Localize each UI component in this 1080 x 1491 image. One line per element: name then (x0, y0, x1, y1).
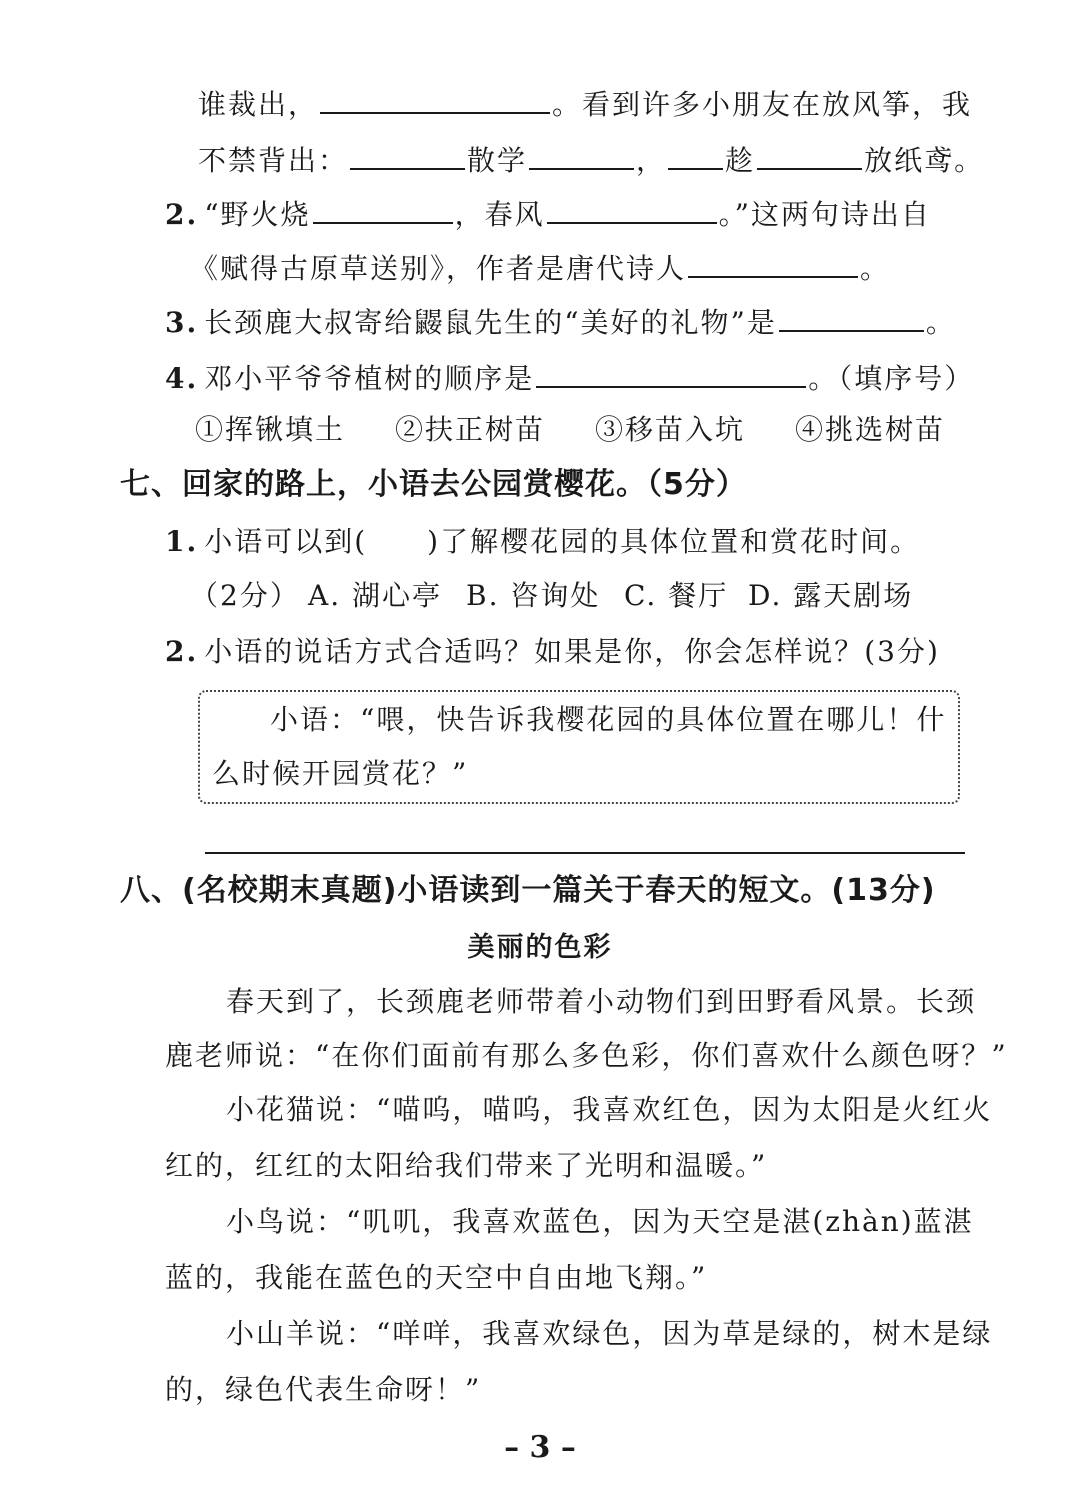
option: D. 露天剧场 (748, 579, 914, 612)
passage-line: 蓝的，我能在蓝色的天空中自由地飞翔。” (165, 1261, 708, 1294)
q6-line2-b: ， (636, 144, 667, 177)
passage-line: 红的，红红的太阳给我们带来了光明和温暖。” (165, 1149, 768, 1182)
section-eight-heading: 八、(名校期末真题)小语读到一篇关于春天的短文。(13分) (120, 873, 936, 908)
option: C. 餐厅 (624, 579, 729, 612)
score-label: （2分） (190, 579, 300, 612)
answer-blank[interactable] (668, 138, 723, 170)
passage-line: 的，绿色代表生命呀！” (165, 1373, 482, 1406)
q6-line2-c: 趁 (725, 144, 756, 177)
answer-blank[interactable] (313, 192, 453, 224)
q6-item3-text: 长颈鹿大叔寄给鼹鼠先生的“美好的礼物”是 (204, 306, 777, 339)
item-number: 2. (165, 635, 199, 668)
q6-line2-a: 散学 (467, 144, 528, 177)
option: A. 湖心亭 (308, 579, 443, 612)
q6-item2-b: ，春风 (454, 198, 545, 231)
section-seven-heading: 七、回家的路上，小语去公园赏樱花。（5分） (120, 467, 747, 502)
q7-item1-options (190, 576, 913, 616)
q6-line1-post: 。看到许多小朋友在放风筝，我 (552, 88, 973, 121)
q7-item1-text: 小语可以到( )了解樱花园的具体位置和赏花时间。 (204, 525, 921, 558)
q6-item2-line2-pre: 《赋得古原草送别》，作者是唐代诗人 (190, 252, 687, 285)
passage-line: 小花猫说：“喵呜，喵呜，我喜欢红色，因为太阳是火红火 (226, 1093, 993, 1126)
passage-title: 美丽的色彩 (467, 932, 613, 963)
answer-blank[interactable] (529, 138, 634, 170)
answer-blank[interactable] (779, 300, 924, 332)
option: ②扶正树苗 (395, 413, 546, 446)
q6-line1 (198, 82, 972, 125)
q7-item2 (165, 632, 940, 672)
q6-line2-d: 放纸鸢。 (864, 144, 985, 177)
q7-item2-text: 小语的说话方式合适吗？如果是你，你会怎样说？(3分) (204, 635, 940, 668)
q6-item4 (165, 356, 974, 399)
item-number: 3. (165, 306, 199, 339)
q6-item2-c: 。”这两句诗出自 (718, 198, 931, 231)
option: ①挥锹填土 (195, 413, 346, 446)
answer-blank[interactable] (536, 356, 806, 388)
answer-blank[interactable] (350, 138, 465, 170)
dialog-line-2: 么时候开园赏花？” (212, 757, 469, 790)
q6-item3 (165, 300, 956, 343)
answer-blank[interactable] (320, 82, 550, 114)
q6-item3-post: 。 (925, 306, 956, 339)
item-number: 1. (165, 525, 199, 558)
dialog-line-1: 小语：“喂，快告诉我樱花园的具体位置在哪儿！什 (270, 703, 947, 736)
passage-line: 鹿老师说：“在你们面前有那么多色彩，你们喜欢什么颜色呀？” (165, 1039, 1008, 1072)
item-number: 4. (165, 362, 199, 395)
passage-line: 春天到了，长颈鹿老师带着小动物们到田野看风景。长颈 (226, 985, 977, 1018)
answer-blank[interactable] (547, 192, 717, 224)
q7-item1 (165, 522, 920, 562)
q6-item2-line2 (190, 246, 890, 289)
item-number: 2. (165, 198, 199, 231)
q6-line1-pre: 谁裁出， (198, 88, 319, 121)
q6-line2 (198, 138, 984, 181)
q6-line2-pre: 不禁背出： (198, 144, 349, 177)
answer-line[interactable] (205, 852, 965, 854)
passage-line: 小山羊说：“咩咩，我喜欢绿色，因为草是绿的，树木是绿 (226, 1317, 993, 1350)
q6-item2-a: “野火烧 (204, 198, 311, 231)
answer-blank[interactable] (757, 138, 862, 170)
q6-item2-line2-post: 。 (860, 252, 891, 285)
option: ④挑选树苗 (795, 413, 946, 446)
answer-blank[interactable] (688, 246, 858, 278)
option: B. 咨询处 (466, 579, 601, 612)
q6-item4-options (195, 410, 945, 450)
q6-item4-post: 。（填序号） (808, 362, 975, 395)
page-number: – 3 – (504, 1430, 576, 1465)
passage-line: 小鸟说：“叽叽，我喜欢蓝色，因为天空是湛(zhàn)蓝湛 (226, 1205, 974, 1238)
q6-item2 (165, 192, 931, 235)
q6-item4-text: 邓小平爷爷植树的顺序是 (204, 362, 535, 395)
option: ③移苗入坑 (595, 413, 746, 446)
